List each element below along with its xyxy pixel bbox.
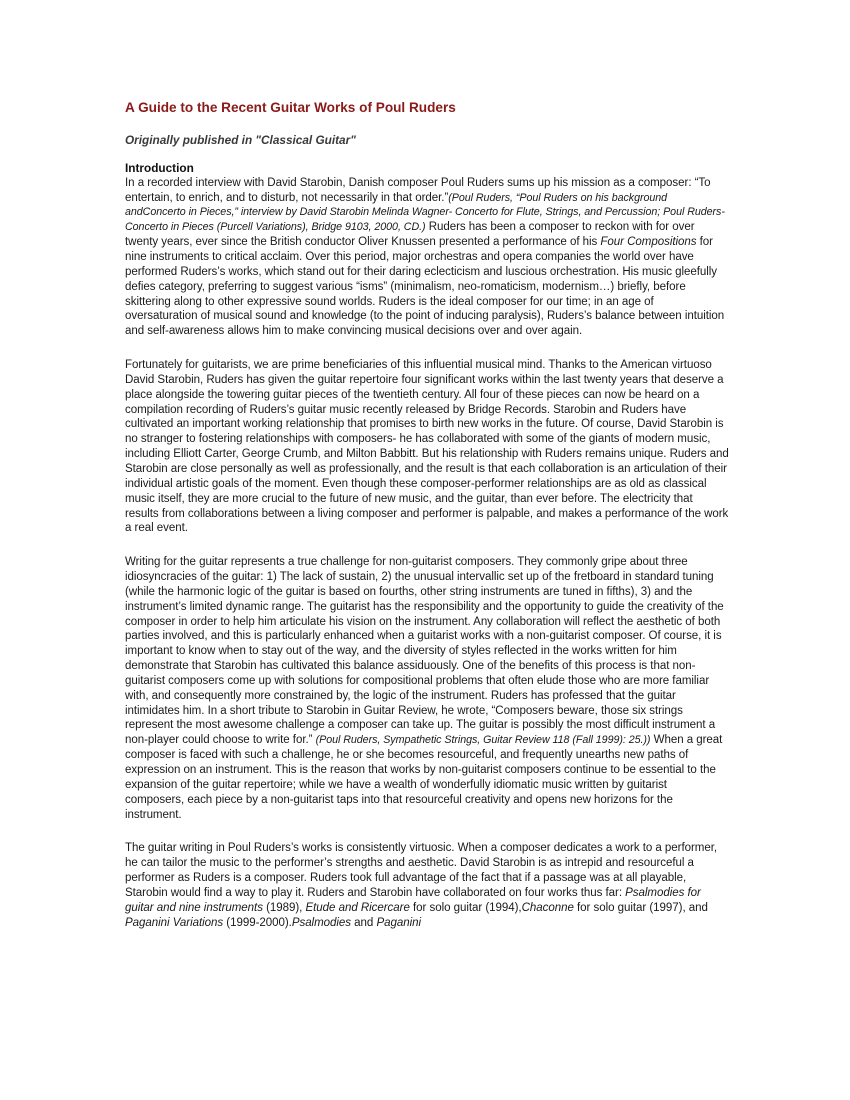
paragraph-1-text-3: for nine instruments to critical acclaim. Over this period, major orchestras and opera companies the world over have performed Ruders’s works, which stand out for their daring eclecticism and luscious orchestration. His music gleefully defies category, preferring to suggest various “isms” (minimalism, neo-romaticism, modernism…) briefly, before skittering along to other expressive sound worlds. Ruders is the ideal composer for our time; in an age of oversaturation of musical sound and knowledge (to the point of inducing paralysis), Ruders’s balance between intuition and self-awareness allows him to make convincing musical decisions over and over again. bbox=[125, 236, 725, 338]
section-heading-introduction: Introduction bbox=[125, 161, 194, 175]
paragraph-4-text-4: for solo guitar (1997), and bbox=[573, 901, 708, 914]
paragraph-2: Fortunately for guitarists, we are prime beneficiaries of this influential musical mind. Thanks to the American virtuoso David Starobin, Ruders has given the guitar repertoire four significant works within the last twenty years that deserve a place alongside the towering guitar pieces of the twentieth century. All four of these pieces can now be heard on a compilation recording of Ruders’s guitar music recently released by Bridge Records. Starobin and Ruders have cultivated an important working relationship that promises to birth new works in the future. Of course, David Starobin is no stranger to fostering relationships with composers- he has collaborated with some of the giants of modern music, including Elliott Carter, George Crumb, and Milton Babbitt. But his relationship with Ruders remains unique. Ruders and Starobin are close personally as well as professionally, and the result is that each collaboration is an articulation of their individual artistic goals of the moment. Even though these composer-performer relationships are as old as classical music itself, they are more crucial to the future of new music, and the guitar, than ever before. The electricity that results from collaborations between a living composer and performer is palpable, and makes a performance of the work a real event. bbox=[125, 359, 729, 535]
work-title-four-compositions: Four Compositions bbox=[600, 236, 697, 249]
paragraph-4-text-2: (1989), bbox=[262, 901, 306, 914]
paragraph-1 bbox=[125, 176, 729, 339]
work-title-psalmodies-full: Psalmodies for guitar and nine instruments bbox=[125, 886, 701, 914]
paragraph-3-text-2: When a great composer is faced with such a challenge, he or she becomes resourceful, and frequently unearths new paths of expression on an instrument. This is the reason that works by non-guitarist composers continue to be essential to the expansion of the guitar repertoire; while we have a wealth of wonderfully idiomatic music written by guitarist composers, each piece by a non-guitarist taps into that resourceful creativity and opens new horizons for the instrument. bbox=[125, 734, 723, 821]
work-title-etude-and-ricercare: Etude and Ricercare bbox=[305, 901, 410, 914]
paragraph-3 bbox=[125, 555, 729, 822]
paragraph-4 bbox=[125, 841, 729, 930]
work-title-psalmodies: Psalmodies bbox=[291, 916, 351, 929]
paragraph-4-text-6: and bbox=[351, 916, 377, 929]
paragraph-3-text-1: Writing for the guitar represents a true challenge for non-guitarist composers. They commonly gripe about three idiosyncracies of the guitar: 1) The lack of sustain, 2) the unusual intervallic set up of the fretboard in standard tuning (while the harmonic logic of the guitar is based on fourths, other string instruments are tuned in fifths), 3) and the instrument’s limited dynamic range. The guitarist has the responsibility and the opportunity to guide the creativity of the composer in order to help him articulate his vision on the instrument. Any collaboration will reflect the aesthetic of both parties involved, and this is particularly enhanced when a guitarist works with a non-guitarist composer. Of course, it is important to know when to stay out of the way, and the diversity of styles reflected in the works written for him demonstrate that Starobin has cultivated this balance assiduously. One of the benefits of this process is that non-guitarist composers come up with solutions for compositional problems that often elude those who are more familiar with, and consequently more constrained by, the logic of the instrument. Ruders has professed that the guitar intimidates him. In a short tribute to Starobin in Guitar Review, he wrote, “Composers beware, those six strings represent the most awesome challenge a composer can take up. The guitar is possibly the most difficult instrument a non-player could choose to write for.” bbox=[125, 556, 724, 747]
paragraph-4-text-1: The guitar writing in Poul Ruders’s works is consistently virtuosic. When a composer dedicates a work to a performer, he can tailor the music to the performer’s strengths and aesthetic. David Starobin is as intrepid and resourceful a performer as Ruders is a composer. Ruders took full advantage of the fact that if a passage was at all playable, Starobin would find a way to play it. Ruders and Starobin have collaborated on four works thus far: bbox=[125, 842, 718, 899]
citation-2: (Poul Ruders, Sympathetic Strings, Guitar Review 118 (Fall 1999): 25.)) bbox=[315, 734, 651, 747]
paragraph-4-text-3: for solo guitar (1994), bbox=[409, 901, 522, 914]
document-subtitle: Originally published in "Classical Guitar" bbox=[125, 133, 356, 147]
document-page bbox=[125, 99, 729, 949]
paragraph-1-text-1: In a recorded interview with David Starobin, Danish composer Poul Ruders sums up his mission as a composer: “To entertain, to enrich, and to disturb, not necessarily in that order.” bbox=[125, 176, 711, 204]
document-title: A Guide to the Recent Guitar Works of Poul Ruders bbox=[125, 100, 456, 115]
work-title-paganini-variations: Paganini Variations bbox=[125, 916, 224, 929]
work-title-chaconne: Chaconne bbox=[521, 901, 574, 914]
paragraph-1-text-2: Ruders has been a composer to reckon with for over twenty years, ever since the British conductor Oliver Knussen presented a performance of his bbox=[125, 221, 695, 249]
citation-1: (Poul Ruders, “Poul Ruders on his background andConcerto in Pieces,” interview by David Starobin Melinda Wagner- Concerto for Flute, Strings, and Percussion; Poul Ruders- Concerto in Pieces (Purcell Variations), Bridge 9103, 2000, CD.) bbox=[125, 191, 725, 234]
paragraph-4-text-5: (1999-2000). bbox=[223, 916, 292, 929]
work-title-paganini: Paganini bbox=[376, 916, 421, 929]
